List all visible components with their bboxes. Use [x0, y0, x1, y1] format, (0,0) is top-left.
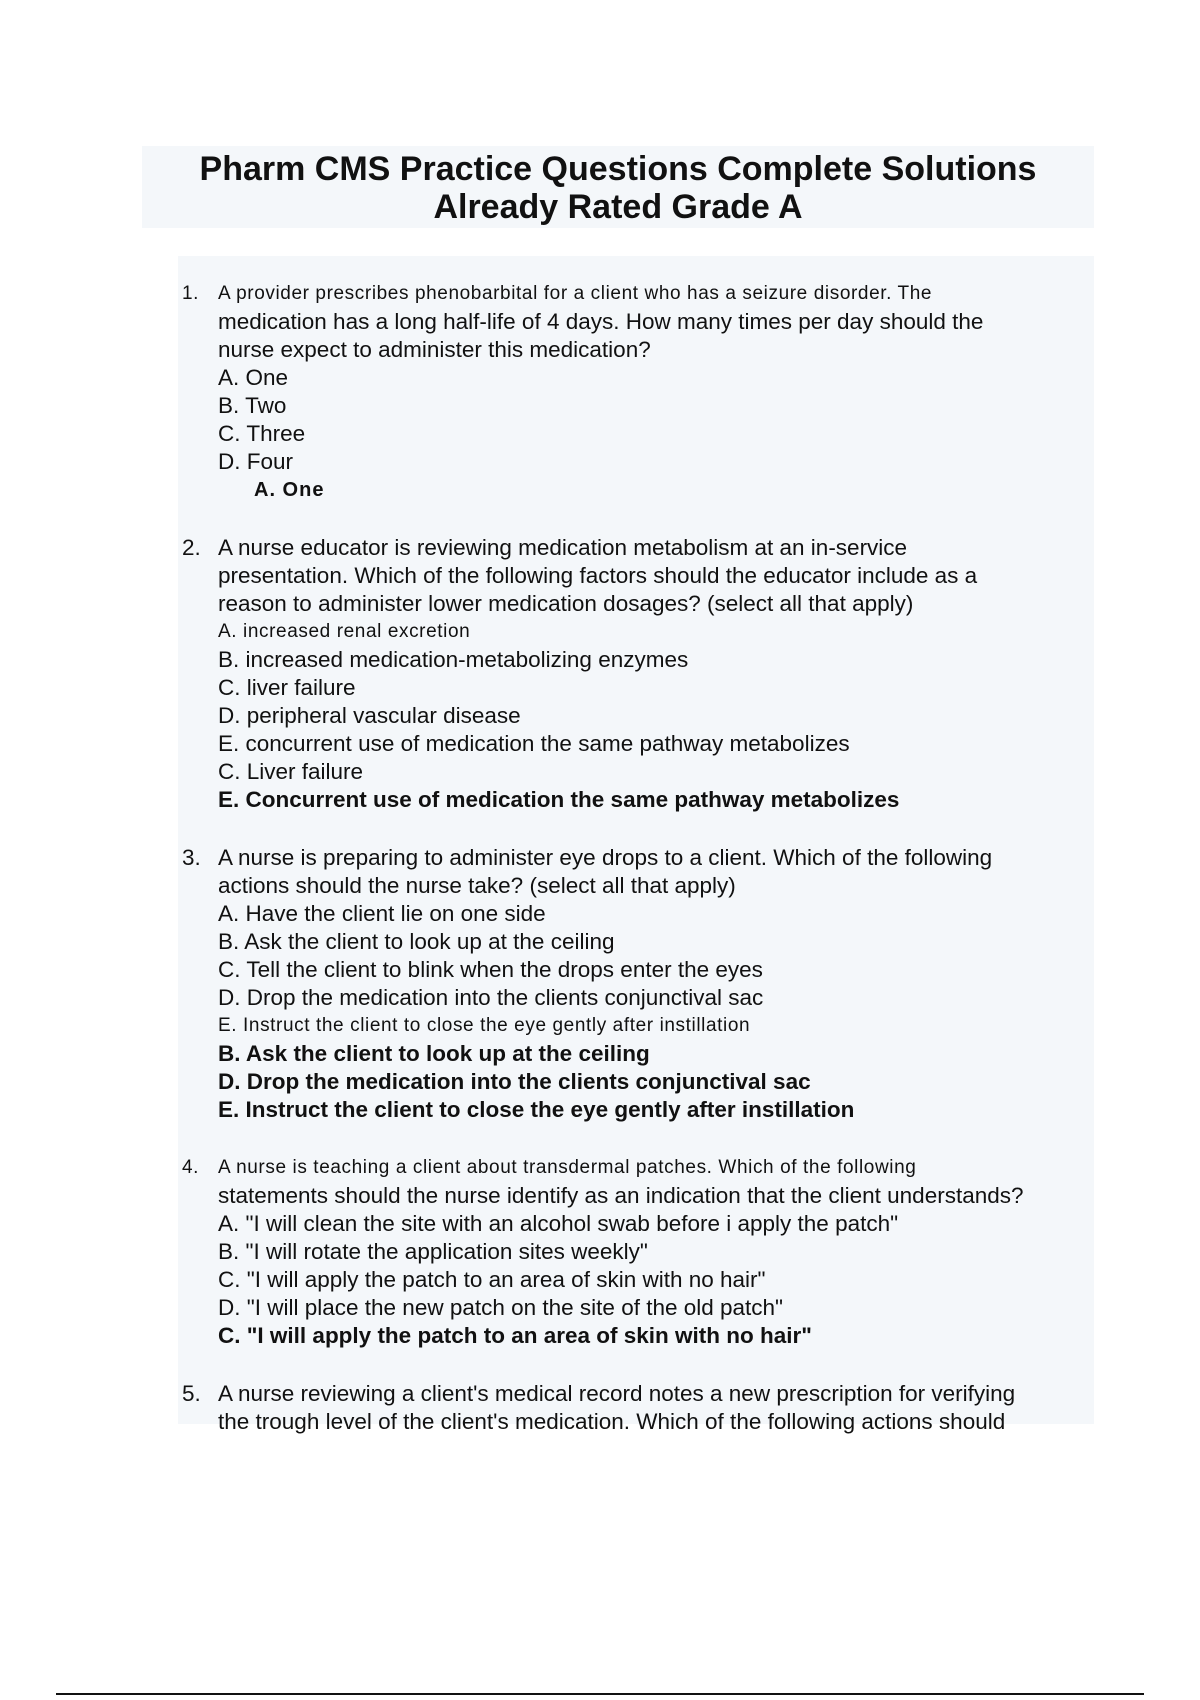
- question-list: [178, 280, 1094, 1466]
- question-2: [178, 534, 1094, 814]
- answer-option: A. "I will clean the site with an alcohol swab before i apply the patch": [218, 1211, 899, 1236]
- question-text-line: reason to administer lower medication dosages? (select all that apply): [218, 591, 914, 616]
- question-number: 2.: [182, 535, 201, 560]
- answer-option: D. "I will place the new patch on the site of the old patch": [218, 1295, 784, 1320]
- question-text-line: A nurse is preparing to administer eye drops to a client. Which of the following: [218, 845, 993, 870]
- question-text-line: nurse expect to administer this medication?: [218, 337, 651, 362]
- question-text-line: A nurse educator is reviewing medication metabolism at an in-service: [218, 535, 908, 560]
- answer-option: B. "I will rotate the application sites weekly": [218, 1239, 648, 1264]
- answer-option: A. One: [218, 365, 289, 390]
- document-title-line-2: Already Rated Grade A: [433, 188, 803, 226]
- answer-option: D. peripheral vascular disease: [218, 703, 521, 728]
- question-number: 4.: [182, 1157, 200, 1178]
- answer-option: B. Two: [218, 393, 287, 418]
- answer-option: A. Have the client lie on one side: [218, 901, 546, 926]
- question-text-line: A nurse is teaching a client about transdermal patches. Which of the following: [218, 1157, 917, 1178]
- answer-option: C. Three: [218, 421, 306, 446]
- question-text-line: the trough level of the client's medication. Which of the following actions should: [218, 1409, 1006, 1434]
- question-text-line: actions should the nurse take? (select all that apply): [218, 873, 736, 898]
- question-number: 1.: [182, 283, 200, 304]
- answer-option: E. Instruct the client to close the eye gently after instillation: [218, 1015, 751, 1036]
- answer-option: C. Tell the client to blink when the drops enter the eyes: [218, 957, 763, 982]
- answer-option: C. "I will apply the patch to an area of skin with no hair": [218, 1267, 766, 1292]
- question-text-line: statements should the nurse identify as an indication that the client understands?: [218, 1183, 1024, 1208]
- question-4: [178, 1154, 1094, 1350]
- question-number: 3.: [182, 845, 201, 870]
- correct-answer: A. One: [254, 479, 325, 501]
- question-3: [178, 844, 1094, 1124]
- correct-answer: E. Concurrent use of medication the same pathway metabolizes: [218, 787, 900, 812]
- correct-answer: B. Ask the client to look up at the ceiling: [218, 1041, 650, 1066]
- correct-answer: C. "I will apply the patch to an area of skin with no hair": [218, 1323, 812, 1348]
- answer-option: B. increased medication-metabolizing enzymes: [218, 647, 689, 672]
- page-footer-rule: [56, 1693, 1144, 1695]
- question-1: [178, 280, 1094, 504]
- correct-answer: E. Instruct the client to close the eye gently after instillation: [218, 1097, 855, 1122]
- question-text-line: presentation. Which of the following factors should the educator include as a: [218, 563, 978, 588]
- question-number: 5.: [182, 1381, 201, 1406]
- answer-option: D. Drop the medication into the clients conjunctival sac: [218, 985, 764, 1010]
- question-text-line: medication has a long half-life of 4 days. How many times per day should the: [218, 309, 984, 334]
- answer-restated: C. Liver failure: [218, 759, 364, 784]
- answer-option: C. liver failure: [218, 675, 356, 700]
- answer-option: E. concurrent use of medication the same pathway metabolizes: [218, 731, 850, 756]
- question-5: [178, 1380, 1094, 1436]
- answer-option: D. Four: [218, 449, 294, 474]
- document-title-block: [142, 146, 1094, 228]
- correct-answer: D. Drop the medication into the clients conjunctival sac: [218, 1069, 811, 1094]
- question-text-line: A provider prescribes phenobarbital for a client who has a seizure disorder. The: [218, 283, 933, 304]
- document-title-line-1: Pharm CMS Practice Questions Complete Solutions: [199, 150, 1037, 188]
- answer-option: B. Ask the client to look up at the ceiling: [218, 929, 615, 954]
- answer-option: A. increased renal excretion: [218, 621, 471, 642]
- question-text-line: A nurse reviewing a client's medical record notes a new prescription for verifying: [218, 1381, 1016, 1406]
